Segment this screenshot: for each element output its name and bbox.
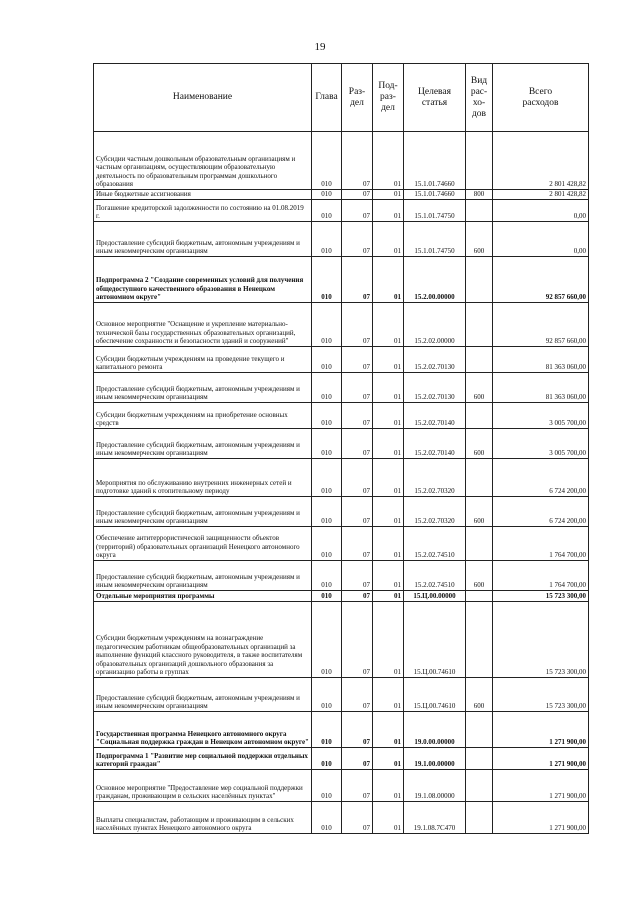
cell-vid: 600 [466, 561, 493, 591]
cell-name: Основное мероприятие "Предоставление мер социальной поддержки гражданам, проживающим в сельских населённых пунктах" [94, 770, 312, 802]
cell-razdel: 07 [342, 591, 373, 602]
table-row [94, 802, 589, 834]
cell-target: 15.2.02.70140 [404, 429, 466, 459]
cell-name: Субсидии бюджетным учреждениям на проведение текущего и капитального ремонта [94, 347, 312, 373]
cell-glava: 010 [312, 591, 342, 602]
cell-glava: 010 [312, 678, 342, 712]
cell-name: Субсидии частным дошкольным образовательным организациям и частным организациям, осуществляющим образовательную деятельность по образовательным программам дошкольного образования [94, 132, 312, 190]
cell-razdel: 07 [342, 222, 373, 257]
cell-total: 81 363 060,00 [493, 373, 589, 403]
cell-podrazdel: 01 [373, 190, 404, 200]
cell-podrazdel: 01 [373, 527, 404, 561]
table-row [94, 190, 589, 200]
cell-name: Иные бюджетные ассигнования [94, 190, 312, 200]
table-row [94, 200, 589, 222]
cell-podrazdel: 01 [373, 561, 404, 591]
cell-razdel: 07 [342, 347, 373, 373]
cell-total: 1 271 900,00 [493, 748, 589, 770]
cell-target: 15.2.00.00000 [404, 257, 466, 303]
cell-glava: 010 [312, 459, 342, 497]
cell-name: Предоставление субсидий бюджетным, автономным учреждениям и иным некоммерческим организациям [94, 429, 312, 459]
table-row [94, 527, 589, 561]
cell-name: Субсидии бюджетным учреждениям на вознаграждение педагогическим работникам общеобразовательных организаций за выполнение функций классного руководителя, в также воспитателям образовательных организаций дошкольного образования за организацию работы в группах [94, 602, 312, 678]
table-row [94, 429, 589, 459]
cell-total: 1 271 900,00 [493, 712, 589, 748]
cell-podrazdel: 01 [373, 802, 404, 834]
cell-podrazdel: 01 [373, 497, 404, 527]
cell-glava: 010 [312, 602, 342, 678]
cell-name: Обеспечение антитеррористической защищенности объектов (территорий) образовательных организаций Ненецкого автономного округа [94, 527, 312, 561]
table-row [94, 561, 589, 591]
cell-name: Подпрограмма 1 "Развитие мер социальной поддержки отдельных категорий граждан" [94, 748, 312, 770]
cell-total: 3 005 700,00 [493, 403, 589, 429]
header-glava: Глава [312, 64, 342, 132]
cell-razdel: 07 [342, 403, 373, 429]
cell-glava: 010 [312, 497, 342, 527]
cell-target: 19.0.00.00000 [404, 712, 466, 748]
cell-razdel: 07 [342, 712, 373, 748]
cell-total: 6 724 200,00 [493, 497, 589, 527]
cell-target: 15.Ц.00.74610 [404, 602, 466, 678]
cell-podrazdel: 01 [373, 132, 404, 190]
cell-target: 19.1.08.00000 [404, 770, 466, 802]
table-row [94, 403, 589, 429]
cell-name: Предоставление субсидий бюджетным, автономным учреждениям и иным некоммерческим организациям [94, 222, 312, 257]
cell-target: 19.1.08.7С470 [404, 802, 466, 834]
cell-vid [466, 527, 493, 561]
cell-glava: 010 [312, 802, 342, 834]
cell-podrazdel: 01 [373, 429, 404, 459]
cell-vid [466, 403, 493, 429]
cell-name: Мероприятия по обслуживанию внутренних инженерных сетей и подготовке зданий к отопительному периоду [94, 459, 312, 497]
cell-razdel: 07 [342, 497, 373, 527]
cell-target: 19.1.00.00000 [404, 748, 466, 770]
cell-total: 1 271 900,00 [493, 802, 589, 834]
cell-target: 15.Ц.00.00000 [404, 591, 466, 602]
cell-vid [466, 591, 493, 602]
cell-target: 15.2.02.70130 [404, 373, 466, 403]
cell-podrazdel: 01 [373, 222, 404, 257]
cell-glava: 010 [312, 770, 342, 802]
cell-glava: 010 [312, 712, 342, 748]
cell-target: 15.2.02.70140 [404, 403, 466, 429]
cell-vid: 600 [466, 497, 493, 527]
cell-vid: 600 [466, 222, 493, 257]
cell-podrazdel: 01 [373, 257, 404, 303]
cell-glava: 010 [312, 373, 342, 403]
cell-target: 15.1.01.74660 [404, 132, 466, 190]
table-row [94, 303, 589, 347]
cell-total: 81 363 060,00 [493, 347, 589, 373]
cell-name: Выплаты специалистам, работающим и проживающим в сельских населённых пунктах Ненецкого автономного округа [94, 802, 312, 834]
header-razdel: Раз- дел [342, 64, 373, 132]
cell-total: 3 005 700,00 [493, 429, 589, 459]
cell-razdel: 07 [342, 802, 373, 834]
cell-name: Предоставление субсидий бюджетным, автономным учреждениям и иным некоммерческим организациям [94, 497, 312, 527]
table-row [94, 347, 589, 373]
cell-name: Предоставление субсидий бюджетным, автономным учреждениям и иным некоммерческим организациям [94, 373, 312, 403]
cell-vid [466, 712, 493, 748]
cell-target: 15.1.01.74750 [404, 222, 466, 257]
cell-target: 15.2.02.70130 [404, 347, 466, 373]
header-target: Целевая статья [404, 64, 466, 132]
cell-vid [466, 459, 493, 497]
cell-vid [466, 132, 493, 190]
cell-total: 2 801 428,82 [493, 132, 589, 190]
header-total: Всего расходов [493, 64, 589, 132]
table-row [94, 602, 589, 678]
table-row [94, 373, 589, 403]
table-row [94, 257, 589, 303]
cell-total: 1 764 700,00 [493, 527, 589, 561]
cell-total: 15 723 300,00 [493, 591, 589, 602]
table-row [94, 678, 589, 712]
cell-podrazdel: 01 [373, 770, 404, 802]
cell-glava: 010 [312, 303, 342, 347]
cell-total: 0,00 [493, 200, 589, 222]
cell-total: 1 271 900,00 [493, 770, 589, 802]
page-number: 19 [314, 41, 326, 53]
cell-vid [466, 303, 493, 347]
cell-razdel: 07 [342, 459, 373, 497]
cell-razdel: 07 [342, 429, 373, 459]
header-name: Наименование [94, 64, 312, 132]
cell-glava: 010 [312, 190, 342, 200]
table-row [94, 712, 589, 748]
cell-glava: 010 [312, 561, 342, 591]
cell-glava: 010 [312, 200, 342, 222]
cell-target: 15.2.02.70320 [404, 497, 466, 527]
cell-vid: 600 [466, 429, 493, 459]
cell-razdel: 07 [342, 200, 373, 222]
cell-vid [466, 602, 493, 678]
cell-razdel: 07 [342, 770, 373, 802]
cell-podrazdel: 01 [373, 303, 404, 347]
table-row [94, 497, 589, 527]
cell-target: 15.2.02.70320 [404, 459, 466, 497]
cell-total: 15 723 300,00 [493, 602, 589, 678]
cell-glava: 010 [312, 222, 342, 257]
cell-podrazdel: 01 [373, 748, 404, 770]
cell-total: 2 801 428,82 [493, 190, 589, 200]
cell-name: Основное мероприятие "Оснащение и укрепление материально-технической базы государственных образовательных организаций, обеспечение сохранности и безопасности зданий и сооружений" [94, 303, 312, 347]
cell-name: Предоставление субсидий бюджетным, автономным учреждениям и иным некоммерческим организациям [94, 678, 312, 712]
header-vid: Вид рас- хо- дов [466, 64, 493, 132]
cell-vid: 800 [466, 190, 493, 200]
cell-razdel: 07 [342, 303, 373, 347]
cell-vid [466, 802, 493, 834]
cell-target: 15.1.01.74660 [404, 190, 466, 200]
cell-razdel: 07 [342, 132, 373, 190]
cell-razdel: 07 [342, 678, 373, 712]
cell-podrazdel: 01 [373, 373, 404, 403]
cell-target: 15.2.02.74510 [404, 527, 466, 561]
cell-total: 1 764 700,00 [493, 561, 589, 591]
cell-name: Предоставление субсидий бюджетным, автономным учреждениям и иным некоммерческим организациям [94, 561, 312, 591]
cell-razdel: 07 [342, 527, 373, 561]
cell-glava: 010 [312, 527, 342, 561]
header-podrazdel: Под- раз- дел [373, 64, 404, 132]
cell-podrazdel: 01 [373, 403, 404, 429]
cell-glava: 010 [312, 403, 342, 429]
cell-target: 15.Ц.00.74610 [404, 678, 466, 712]
cell-podrazdel: 01 [373, 347, 404, 373]
table-row [94, 459, 589, 497]
cell-vid [466, 770, 493, 802]
cell-vid: 600 [466, 373, 493, 403]
cell-name: Субсидии бюджетным учреждениям на приобретение основных средств [94, 403, 312, 429]
table-row [94, 770, 589, 802]
cell-total: 92 857 660,00 [493, 257, 589, 303]
cell-target: 15.1.01.74750 [404, 200, 466, 222]
cell-vid [466, 347, 493, 373]
cell-target: 15.2.02.74510 [404, 561, 466, 591]
cell-podrazdel: 01 [373, 678, 404, 712]
cell-razdel: 07 [342, 373, 373, 403]
cell-razdel: 07 [342, 190, 373, 200]
cell-razdel: 07 [342, 561, 373, 591]
cell-total: 6 724 200,00 [493, 459, 589, 497]
table-row [94, 132, 589, 190]
header-row [94, 64, 589, 132]
budget-table [93, 63, 589, 834]
cell-name: Государственная программа Ненецкого автономного округа "Социальная поддержка граждан в Ненецком автономном округе" [94, 712, 312, 748]
cell-podrazdel: 01 [373, 200, 404, 222]
cell-podrazdel: 01 [373, 602, 404, 678]
cell-podrazdel: 01 [373, 591, 404, 602]
cell-vid [466, 748, 493, 770]
cell-glava: 010 [312, 748, 342, 770]
cell-razdel: 07 [342, 748, 373, 770]
cell-glava: 010 [312, 429, 342, 459]
table-row [94, 591, 589, 602]
cell-name: Подпрограмма 2 "Создание современных условий для получения общедоступного качественного образования в Ненецком автономном округе" [94, 257, 312, 303]
table-row [94, 222, 589, 257]
cell-razdel: 07 [342, 602, 373, 678]
cell-podrazdel: 01 [373, 459, 404, 497]
cell-name: Погашение кредиторской задолженности по состоянию на 01.08.2019 г. [94, 200, 312, 222]
cell-vid [466, 257, 493, 303]
cell-target: 15.2.02.00000 [404, 303, 466, 347]
table-row [94, 748, 589, 770]
cell-name: Отдельные мероприятия программы [94, 591, 312, 602]
cell-podrazdel: 01 [373, 712, 404, 748]
cell-total: 0,00 [493, 222, 589, 257]
cell-glava: 010 [312, 132, 342, 190]
cell-vid [466, 200, 493, 222]
cell-glava: 010 [312, 257, 342, 303]
cell-glava: 010 [312, 347, 342, 373]
cell-vid: 600 [466, 678, 493, 712]
cell-total: 15 723 300,00 [493, 678, 589, 712]
cell-total: 92 857 660,00 [493, 303, 589, 347]
cell-razdel: 07 [342, 257, 373, 303]
